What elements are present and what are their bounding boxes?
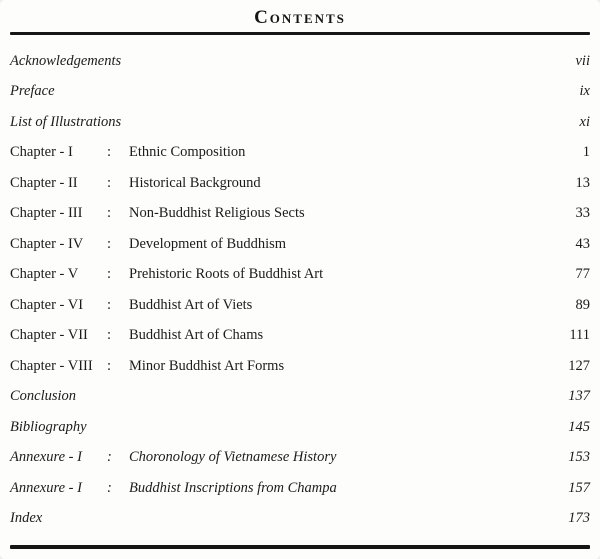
toc-entry-page: 111 — [569, 327, 590, 344]
toc-entry-page: ix — [579, 83, 590, 100]
toc-entry-title: Historical Background — [129, 174, 261, 191]
toc-entry-page: 127 — [568, 357, 590, 374]
toc-entry-label: Acknowledgements — [10, 52, 122, 69]
toc-entry-separator: : — [107, 266, 112, 283]
toc-row — [10, 114, 590, 131]
toc-entry-page: 33 — [575, 205, 590, 222]
bottom-rule — [10, 545, 590, 549]
toc-row — [10, 83, 590, 100]
toc-entry-label: Preface — [10, 83, 55, 100]
toc-entry-title: Non-Buddhist Religious Sects — [129, 205, 305, 222]
toc-entry-separator: : — [107, 327, 112, 344]
toc-entry-label: Chapter - V — [10, 266, 79, 283]
toc-entry-label: Annexure - I — [10, 449, 82, 466]
toc-row — [10, 236, 590, 253]
toc-row — [10, 358, 590, 375]
toc-entry-title: Development of Buddhism — [129, 235, 287, 252]
toc-entry-label: Index — [10, 510, 43, 527]
toc-row — [10, 175, 590, 192]
toc-entry-title: Minor Buddhist Art Forms — [129, 357, 285, 374]
toc-entry-label: Chapter - I — [10, 144, 73, 161]
toc-entry-title: Buddhist Art of Chams — [129, 327, 264, 344]
toc-entry-page: 1 — [582, 144, 590, 161]
toc-entry-page: 137 — [568, 388, 590, 405]
toc-entry-page: 89 — [575, 296, 590, 313]
toc-entry-separator: : — [107, 296, 112, 313]
toc-entry-page: 157 — [568, 479, 590, 496]
toc-entry-page: xi — [579, 113, 590, 130]
toc-entry-title: Choronology of Vietnamese History — [129, 449, 337, 466]
toc-row — [10, 266, 590, 283]
toc-entry-separator: : — [107, 235, 112, 252]
toc-entry-title: Prehistoric Roots of Buddhist Art — [129, 266, 324, 283]
toc-entry-label: Chapter - VII — [10, 327, 88, 344]
toc-entry-title: Buddhist Art of Viets — [129, 296, 253, 313]
toc-row — [10, 510, 590, 527]
toc-row — [10, 419, 590, 436]
toc-row — [10, 449, 590, 466]
toc-row — [10, 53, 590, 70]
toc-entry-page: vii — [575, 52, 590, 69]
toc-entry-label: Chapter - VI — [10, 296, 84, 313]
toc-entry-label: Chapter - IV — [10, 235, 84, 252]
toc-row — [10, 480, 590, 497]
toc-entry-separator: : — [107, 449, 112, 466]
toc-entry-label: Chapter - VIII — [10, 357, 93, 374]
page-title: Contents — [254, 7, 346, 28]
toc-entry-title: Buddhist Inscriptions from Champa — [129, 479, 337, 496]
toc-entry-label: Conclusion — [10, 388, 77, 405]
toc-entry-separator: : — [107, 174, 112, 191]
page-header — [10, 5, 590, 29]
toc-row — [10, 205, 590, 222]
toc-entry-separator: : — [107, 205, 112, 222]
toc-entry-page: 173 — [568, 510, 590, 527]
toc-entry-separator: : — [107, 357, 112, 374]
toc-entry-separator: : — [107, 144, 112, 161]
toc-entry-page: 77 — [575, 266, 590, 283]
toc-row — [10, 144, 590, 161]
toc-entry-title: Ethnic Composition — [129, 144, 246, 161]
toc-entry-label: Annexure - I — [10, 479, 82, 496]
toc-row — [10, 327, 590, 344]
toc-row — [10, 388, 590, 405]
toc-entry-page: 13 — [575, 174, 590, 191]
toc-entry-label: Chapter - II — [10, 174, 78, 191]
toc-list — [10, 35, 590, 543]
toc-entry-label: Bibliography — [10, 418, 87, 435]
toc-entry-separator: : — [107, 479, 112, 496]
toc-entry-page: 43 — [575, 235, 590, 252]
toc-entry-page: 145 — [568, 418, 590, 435]
toc-entry-page: 153 — [568, 449, 590, 466]
toc-row — [10, 297, 590, 314]
toc-entry-label: Chapter - III — [10, 205, 83, 222]
toc-entry-label: List of Illustrations — [10, 113, 122, 130]
